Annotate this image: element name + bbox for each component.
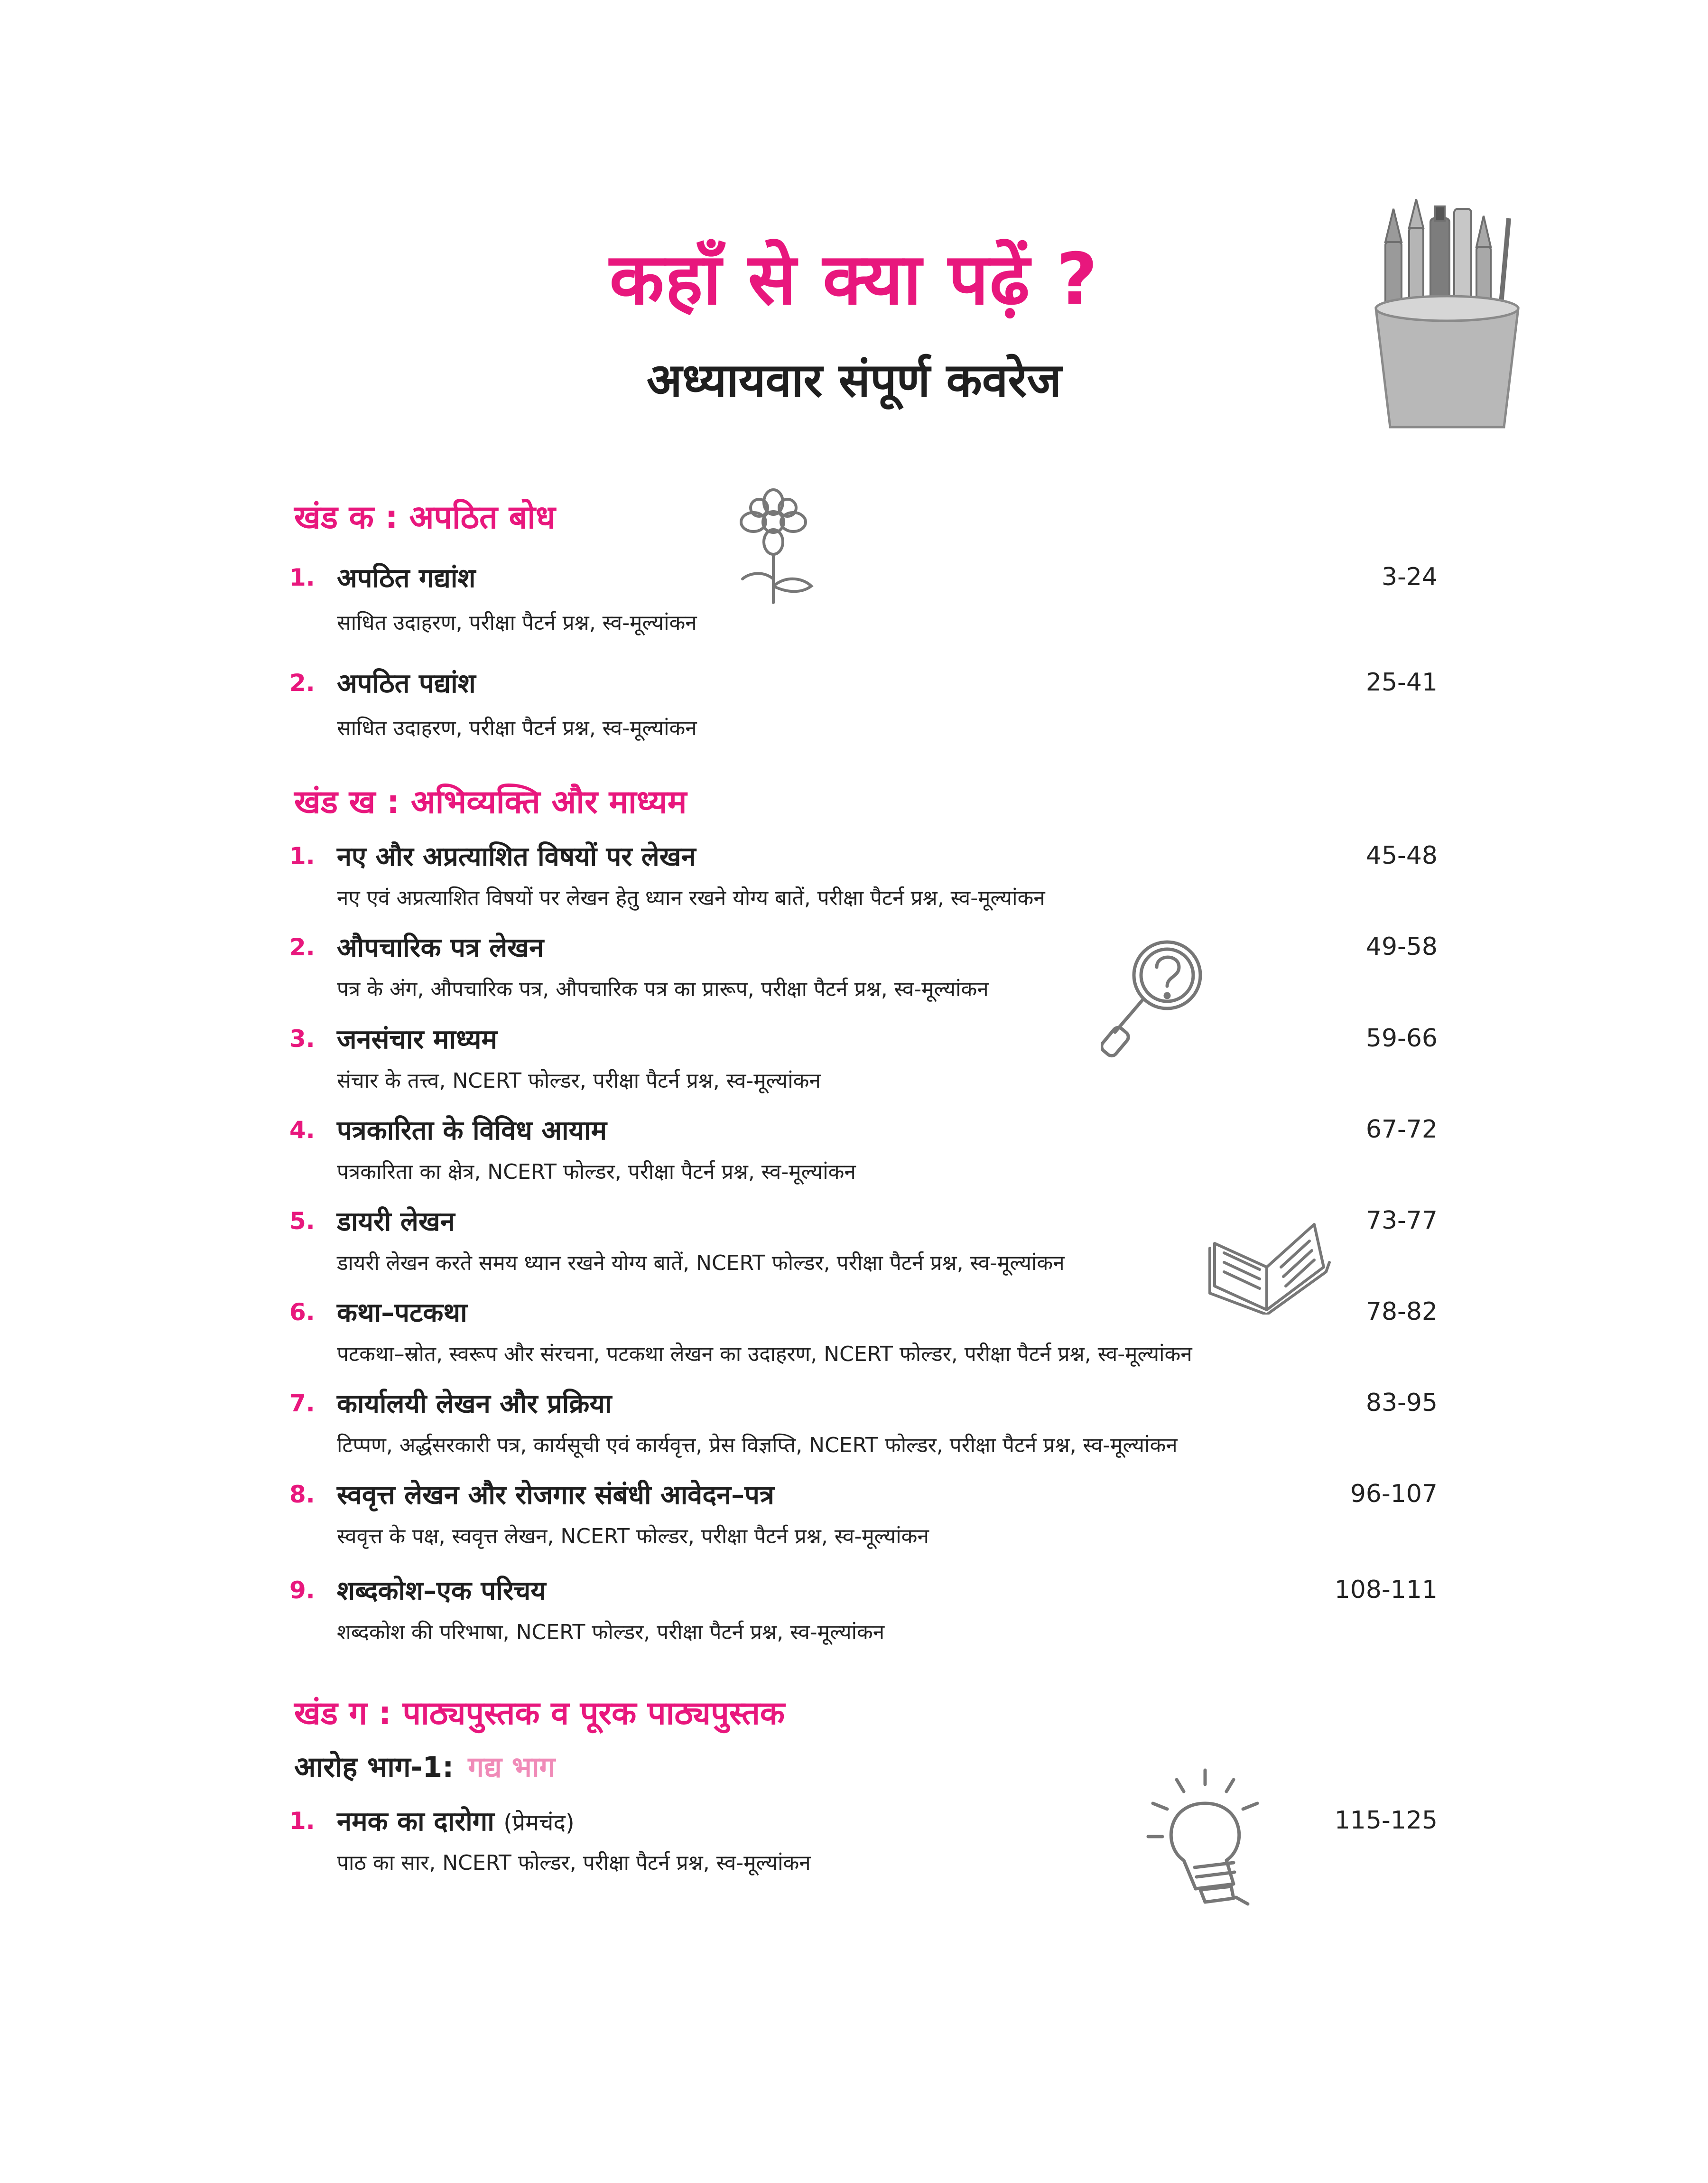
- magnifier-icon: [1101, 935, 1210, 1058]
- item-description: शब्दकोश की परिभाषा, NCERT फोल्डर, परीक्षा पैटर्न प्रश्न, स्व-मूल्यांकन: [337, 1620, 885, 1644]
- item-title: [337, 1802, 575, 1838]
- item-title: कथा–पटकथा: [337, 1297, 467, 1328]
- item-title: अपठित गद्यांश: [337, 563, 476, 594]
- item-author: (प्रेमचंद): [503, 1810, 575, 1836]
- item-title: औपचारिक पत्र लेखन: [337, 933, 544, 963]
- item-title: शब्दकोश–एक परिचय: [337, 1576, 546, 1606]
- item-description: पत्र के अंग, औपचारिक पत्र, औपचारिक पत्र का प्रारूप, परीक्षा पैटर्न प्रश्न, स्व-मूल्यांकन: [337, 977, 989, 1001]
- item-number: 2.: [289, 669, 315, 697]
- item-pages: 78-82: [1365, 1297, 1438, 1326]
- section-heading-c: खंड ग : पाठ्यपुस्तक व पूरक पाठ्यपुस्तक: [294, 1695, 785, 1732]
- item-number: 3.: [289, 1025, 315, 1053]
- page-subtitle: अध्यायवार संपूर्ण कवरेज: [646, 354, 1062, 408]
- item-number: 7.: [289, 1390, 315, 1417]
- section-heading-a: खंड क : अपठित बोध: [294, 499, 556, 536]
- item-title: जनसंचार माध्यम: [337, 1024, 497, 1055]
- item-pages: 25-41: [1365, 668, 1438, 697]
- item-title-text: नमक का दारोगा: [337, 1806, 494, 1837]
- item-description: साधित उदाहरण, परीक्षा पैटर्न प्रश्न, स्व-मूल्यांकन: [337, 611, 697, 635]
- item-number: 1.: [289, 564, 315, 591]
- item-description: साधित उदाहरण, परीक्षा पैटर्न प्रश्न, स्व-मूल्यांकन: [337, 716, 697, 740]
- flower-icon: [726, 484, 821, 607]
- item-title: कार्यालयी लेखन और प्रक्रिया: [337, 1389, 612, 1419]
- subsection-label: आरोह भाग-1:: [294, 1751, 454, 1784]
- item-number: 5.: [289, 1207, 315, 1235]
- item-number: 1.: [289, 842, 315, 870]
- item-description: पत्रकारिता का क्षेत्र, NCERT फोल्डर, परीक्षा पैटर्न प्रश्न, स्व-मूल्यांकन: [337, 1160, 856, 1184]
- item-description: पटकथा–स्रोत, स्वरूप और संरचना, पटकथा लेखन का उदाहरण, NCERT फोल्डर, परीक्षा पैटर्न प्रश्न, स्व-मूल्यांकन: [337, 1342, 1192, 1366]
- item-description: टिप्पण, अर्द्धसरकारी पत्र, कार्यसूची एवं कार्यवृत्त, प्रेस विज्ञप्ति, NCERT फोल्डर, परीक्षा पैटर्न प्रश्न, स्व-मूल्यांकन: [337, 1433, 1178, 1457]
- pencil-cup-icon: [1366, 190, 1528, 437]
- item-description: नए एवं अप्रत्याशित विषयों पर लेखन हेतु ध्यान रखने योग्य बातें, परीक्षा पैटर्न प्रश्न, स्व-मूल्यांकन: [337, 886, 1045, 910]
- item-pages: 45-48: [1365, 841, 1438, 870]
- item-number: 8.: [289, 1481, 315, 1508]
- item-number: 2.: [289, 933, 315, 961]
- item-description: डायरी लेखन करते समय ध्यान रखने योग्य बातें, NCERT फोल्डर, परीक्षा पैटर्न प्रश्न, स्व-मूल्यांकन: [337, 1251, 1065, 1275]
- item-pages: 3-24: [1381, 563, 1438, 591]
- lightbulb-icon: [1139, 1765, 1272, 1908]
- item-description: संचार के तत्त्व, NCERT फोल्डर, परीक्षा पैटर्न प्रश्न, स्व-मूल्यांकन: [337, 1069, 821, 1093]
- open-book-icon: [1205, 1215, 1333, 1315]
- subsection-accent: गद्य भाग: [468, 1751, 556, 1784]
- item-description: पाठ का सार, NCERT फोल्डर, परीक्षा पैटर्न प्रश्न, स्व-मूल्यांकन: [337, 1851, 811, 1875]
- item-title: डायरी लेखन: [337, 1206, 455, 1237]
- item-number: 9.: [289, 1577, 315, 1604]
- item-pages: 115-125: [1334, 1806, 1438, 1835]
- item-number: 4.: [289, 1116, 315, 1144]
- item-pages: 96-107: [1350, 1480, 1438, 1508]
- item-number: 1.: [289, 1807, 315, 1835]
- item-pages: 83-95: [1365, 1389, 1438, 1417]
- item-pages: 67-72: [1365, 1115, 1438, 1144]
- item-pages: 108-111: [1334, 1576, 1438, 1604]
- subsection-heading: [294, 1746, 555, 1785]
- section-heading-b: खंड ख : अभिव्यक्ति और माध्यम: [294, 784, 687, 821]
- item-pages: 49-58: [1365, 933, 1438, 961]
- item-title: स्ववृत्त लेखन और रोजगार संबंधी आवेदन–पत्र: [337, 1480, 774, 1511]
- item-pages: 59-66: [1365, 1024, 1438, 1053]
- page-title: कहाँ से क्या पढ़ें ?: [609, 238, 1099, 321]
- item-description: स्ववृत्त के पक्ष, स्ववृत्त लेखन, NCERT फोल्डर, परीक्षा पैटर्न प्रश्न, स्व-मूल्यांकन: [337, 1524, 929, 1549]
- item-title: नए और अप्रत्याशित विषयों पर लेखन: [337, 841, 696, 872]
- item-number: 6.: [289, 1298, 315, 1326]
- item-pages: 73-77: [1365, 1206, 1438, 1235]
- item-title: अपठित पद्यांश: [337, 668, 476, 699]
- item-title: पत्रकारिता के विविध आयाम: [337, 1115, 607, 1146]
